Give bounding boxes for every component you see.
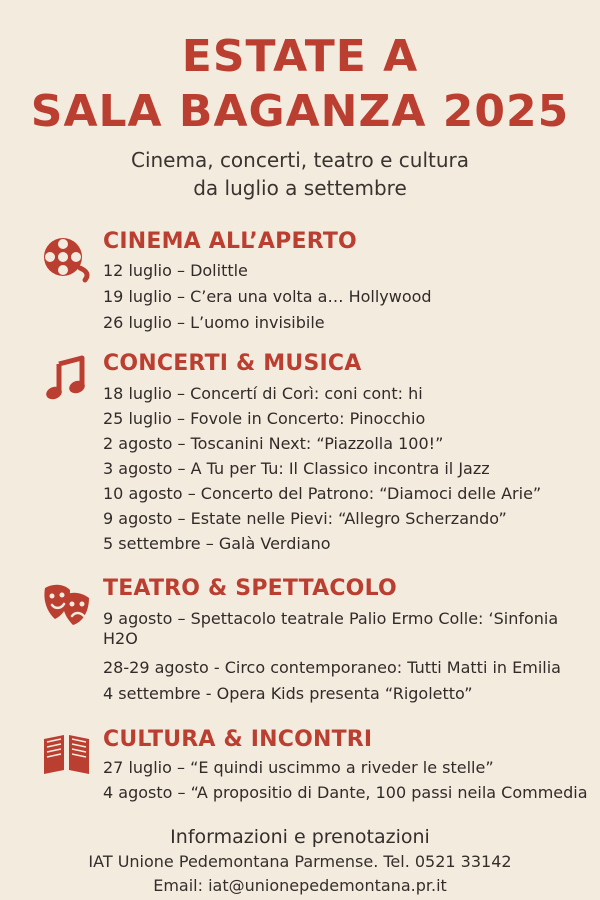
event-date: 26 luglio <box>103 313 172 332</box>
event-date: 9 agosto <box>103 609 173 628</box>
event-date: 27 luglio <box>103 758 172 777</box>
section-title-concerts: CONCERTI & MUSICA <box>103 351 362 376</box>
event-date: 25 luglio <box>103 409 172 428</box>
section-title-cinema: CINEMA ALL’APERTO <box>103 229 357 254</box>
event-separator: – <box>176 384 185 403</box>
event-name: Estate nelle Pievi: “Allegro Scherzando” <box>190 509 507 528</box>
list-item-concert-5 <box>103 484 573 504</box>
event-separator: - <box>205 684 212 703</box>
event-name: Dolittle <box>190 261 248 280</box>
list-item-cinema-1 <box>103 261 573 281</box>
event-separator: – <box>177 459 186 478</box>
list-item-cinema-2 <box>103 287 573 307</box>
event-name: Toscanini Next: “Piazzolla 100!” <box>190 434 444 453</box>
footer-contact-email: Email: iat@unionepedemontana.pr.it <box>153 876 447 895</box>
event-name: C’era una volta a… Hollywood <box>190 287 432 306</box>
event-name: Opera Kids presenta “Rigoletto” <box>216 684 473 703</box>
event-separator: – <box>177 509 186 528</box>
event-separator: – <box>177 783 186 802</box>
poster-title-line-2: SALA BAGANZA 2025 <box>30 86 570 137</box>
event-name: Galà Verdiano <box>218 534 331 553</box>
footer-contact-phone: IAT Unione Pedemontana Parmense. Tel. 0521 33142 <box>88 852 512 871</box>
event-separator: – <box>176 409 185 428</box>
event-separator: – <box>176 287 185 306</box>
section-title-culture: CULTURA & INCONTRI <box>103 727 373 752</box>
film-reel-icon <box>39 229 94 284</box>
event-name: “A propositio di Dante, 100 passi neila Commedia <box>190 783 588 802</box>
event-separator: – <box>177 609 186 628</box>
event-date: 3 agosto <box>103 459 173 478</box>
footer-title: Informazioni e prenotazioni <box>170 826 430 848</box>
event-name: Circo contemporaneo: Tutti Matti in Emilia <box>224 658 561 677</box>
event-separator: – <box>177 434 186 453</box>
list-item-concert-6 <box>103 509 573 529</box>
event-date: 4 settembre <box>103 684 201 703</box>
list-item-theater-2 <box>103 658 573 678</box>
event-separator: – <box>187 484 196 503</box>
list-item-concert-1 <box>103 384 573 404</box>
list-item-cinema-3 <box>103 313 573 333</box>
list-item-concert-7 <box>103 534 573 554</box>
event-date: 18 luglio <box>103 384 172 403</box>
event-name: A Tu per Tu: Il Classico incontra il Jazz <box>190 459 490 478</box>
event-date: 28-29 agosto <box>103 658 209 677</box>
event-date: 10 agosto <box>103 484 183 503</box>
event-date: 5 settembre <box>103 534 201 553</box>
culture-section <box>39 727 588 817</box>
event-date: 9 agosto <box>103 509 173 528</box>
list-item-concert-4 <box>103 459 573 479</box>
event-date: 12 luglio <box>103 261 172 280</box>
event-separator: – <box>176 313 185 332</box>
event-name: L’uomo invisibile <box>190 313 325 332</box>
event-separator: - <box>213 658 220 677</box>
poster-subtitle-line-2: da luglio a settembre <box>193 176 407 200</box>
concerts-section <box>39 351 579 571</box>
event-date: 4 agosto <box>103 783 173 802</box>
list-item-culture-1 <box>103 758 573 778</box>
open-book-icon <box>39 727 94 782</box>
list-item-culture-2 <box>103 783 588 803</box>
theater-section <box>39 576 579 701</box>
poster-title-line-1: ESTATE A <box>181 31 419 82</box>
list-item-theater-3 <box>103 684 573 704</box>
cinema-section <box>39 229 579 344</box>
event-name: Spettacolo teatrale Palio Ermo Colle: ‘Sinfonia H2O <box>103 609 559 649</box>
list-item-theater-1 <box>103 609 578 650</box>
event-date: 19 luglio <box>103 287 172 306</box>
event-date: 2 agosto <box>103 434 173 453</box>
event-separator: – <box>176 758 185 777</box>
list-item-concert-2 <box>103 409 573 429</box>
event-separator: – <box>205 534 214 553</box>
event-separator: – <box>176 261 185 280</box>
poster-subtitle-line-1: Cinema, concerti, teatro e cultura <box>130 148 469 172</box>
event-name: Fovole in Concerto: Pinocchio <box>190 409 426 428</box>
section-title-theater: TEATRO & SPETTACOLO <box>103 576 397 601</box>
theater-masks-icon <box>39 576 94 631</box>
list-item-concert-3 <box>103 434 573 454</box>
event-name: “E quindi uscimmo a riveder le stelle” <box>190 758 494 777</box>
event-name: Concerto del Patrono: “Diamoci delle Arie” <box>200 484 542 503</box>
music-note-icon <box>39 351 94 406</box>
event-name: Concertí di Corì: coni cont: hi <box>190 384 423 403</box>
